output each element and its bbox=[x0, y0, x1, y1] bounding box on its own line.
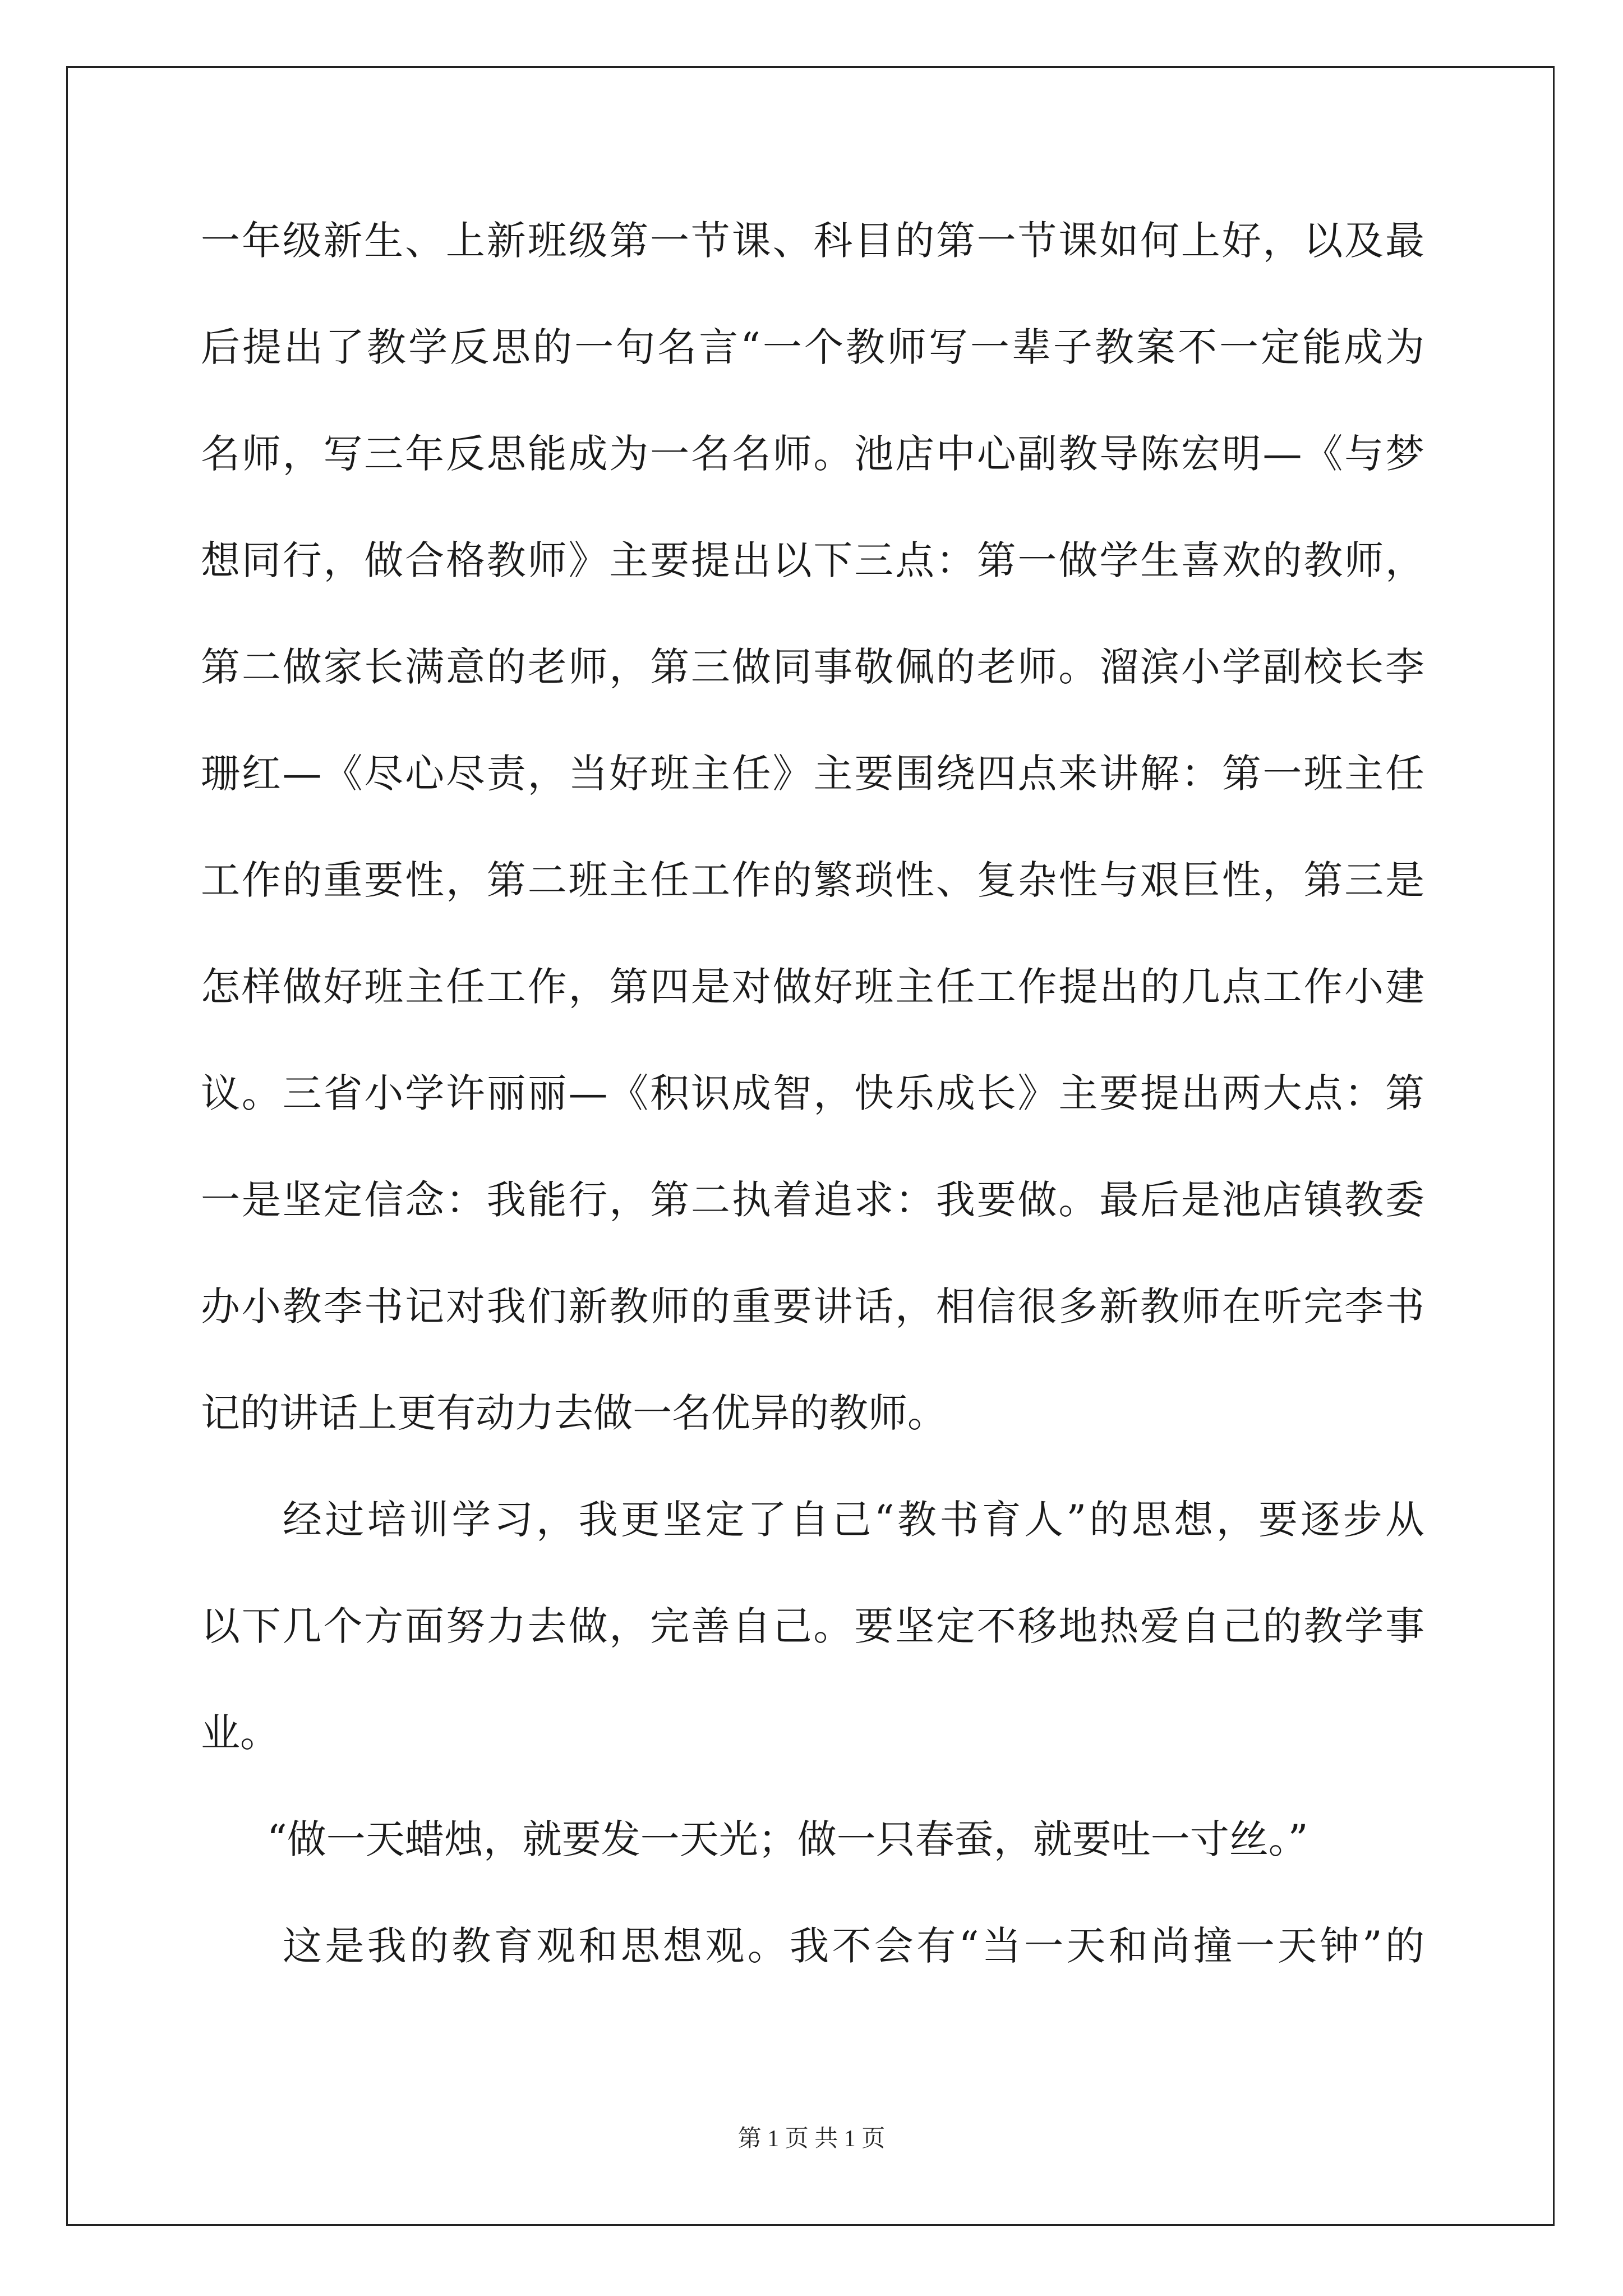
text-line: 议。三省小学许丽丽—《积识成智，快乐成长》主要提出两大点：第 bbox=[201, 1070, 1424, 1116]
text-line: 珊红—《尽心尽责，当好班主任》主要围绕四点来讲解：第一班主任 bbox=[201, 751, 1424, 797]
text-line: 记的讲话上更有动力去做一名优异的教师。 bbox=[201, 1390, 947, 1436]
text-line: 名师，写三年反思能成为一名名师。池店中心副教导陈宏明—《与梦 bbox=[201, 431, 1424, 477]
document-body bbox=[201, 213, 1424, 2025]
text-line: 一是坚定信念：我能行，第二执着追求：我要做。最后是池店镇教委 bbox=[201, 1177, 1424, 1223]
text-line: 以下几个方面努力去做，完善自己。要坚定不移地热爱自己的教学事 bbox=[201, 1603, 1424, 1649]
quote-line: “做一天蜡烛，就要发一天光；做一只春蚕，就要吐一寸丝。” bbox=[267, 1816, 1308, 1862]
text-line: 工作的重要性，第二班主任工作的繁琐性、复杂性与艰巨性，第三是 bbox=[201, 857, 1424, 903]
page-footer: 第 1 页 共 1 页 bbox=[737, 2126, 886, 2152]
text-line: 办小教李书记对我们新教师的重要讲话，相信很多新教师在听完李书 bbox=[201, 1283, 1424, 1329]
text-line: 业。 bbox=[201, 1710, 279, 1756]
text-line: 后提出了教学反思的一句名言“一个教师写一辈子教案不一定能成为 bbox=[201, 324, 1424, 370]
paragraph-first-line: 这是我的教育观和思想观。我不会有“当一天和尚撞一天钟”的 bbox=[283, 1923, 1424, 1969]
text-line: 想同行，做合格教师》主要提出以下三点：第一做学生喜欢的教师， bbox=[201, 537, 1424, 583]
text-line: 第二做家长满意的老师，第三做同事敬佩的老师。溜滨小学副校长李 bbox=[201, 644, 1424, 690]
paragraph-first-line: 经过培训学习，我更坚定了自己“教书育人”的思想，要逐步从 bbox=[283, 1497, 1424, 1543]
text-line: 一年级新生、上新班级第一节课、科目的第一节课如何上好，以及最 bbox=[201, 218, 1424, 264]
text-line: 怎样做好班主任工作，第四是对做好班主任工作提出的几点工作小建 bbox=[201, 964, 1424, 1010]
